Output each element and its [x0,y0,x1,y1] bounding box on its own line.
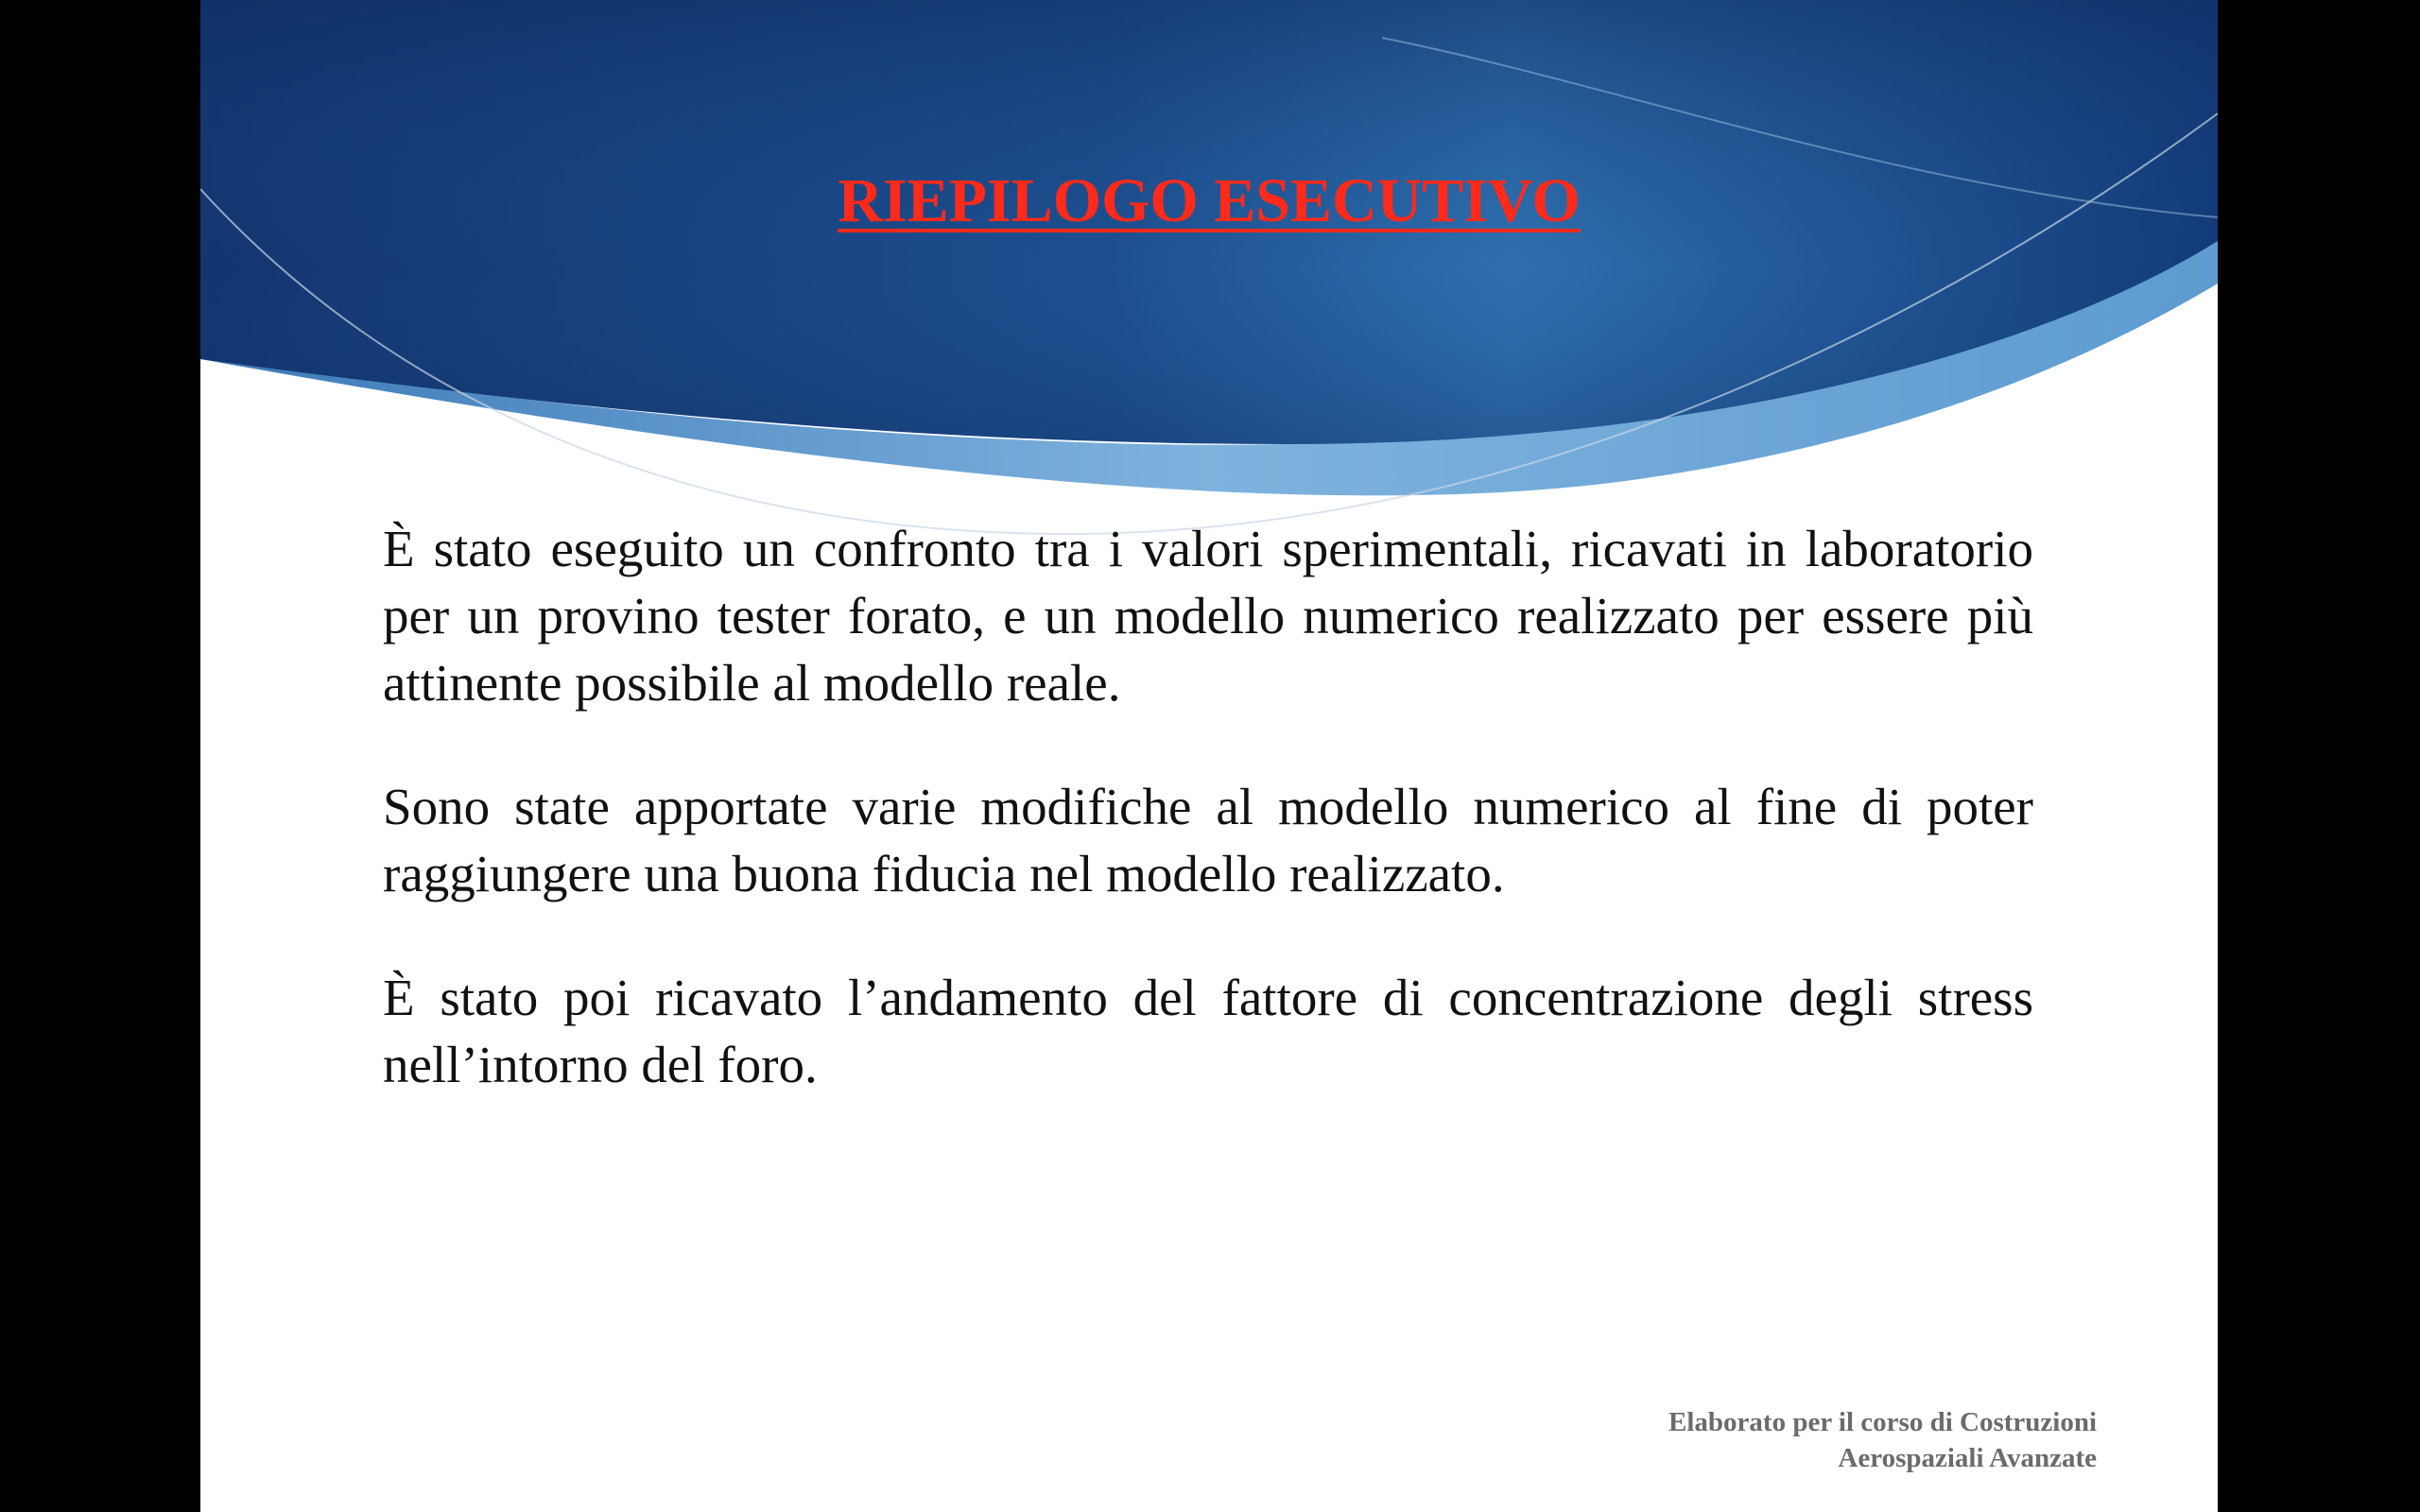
footer-line-1: Elaborato per il corso di Costruzioni [1668,1407,2097,1437]
body-paragraph-1: È stato eseguito un confronto tra i valori sperimentali, ricavati in laboratorio per un provino tester forato, e un modello numerico realizzato per essere più attinente possibile al modello reale. [383,520,2033,712]
slide-title: RIEPILOGO ESECUTIVO [838,166,1581,235]
slide [200,0,2218,1512]
slide-body [383,515,2033,1155]
body-paragraph-3: È stato poi ricavato l’andamento del fattore di concentrazione degli stress nell’intorno del foro. [383,969,2033,1093]
body-paragraph-2: Sono state apportate varie modifiche al modello numerico al fine di poter raggiungere una buona fiducia nel modello realizzato. [383,778,2033,902]
footer-line-2: Aerospaziali Avanzate [1838,1443,2097,1473]
slide-footer [1668,1404,2097,1476]
